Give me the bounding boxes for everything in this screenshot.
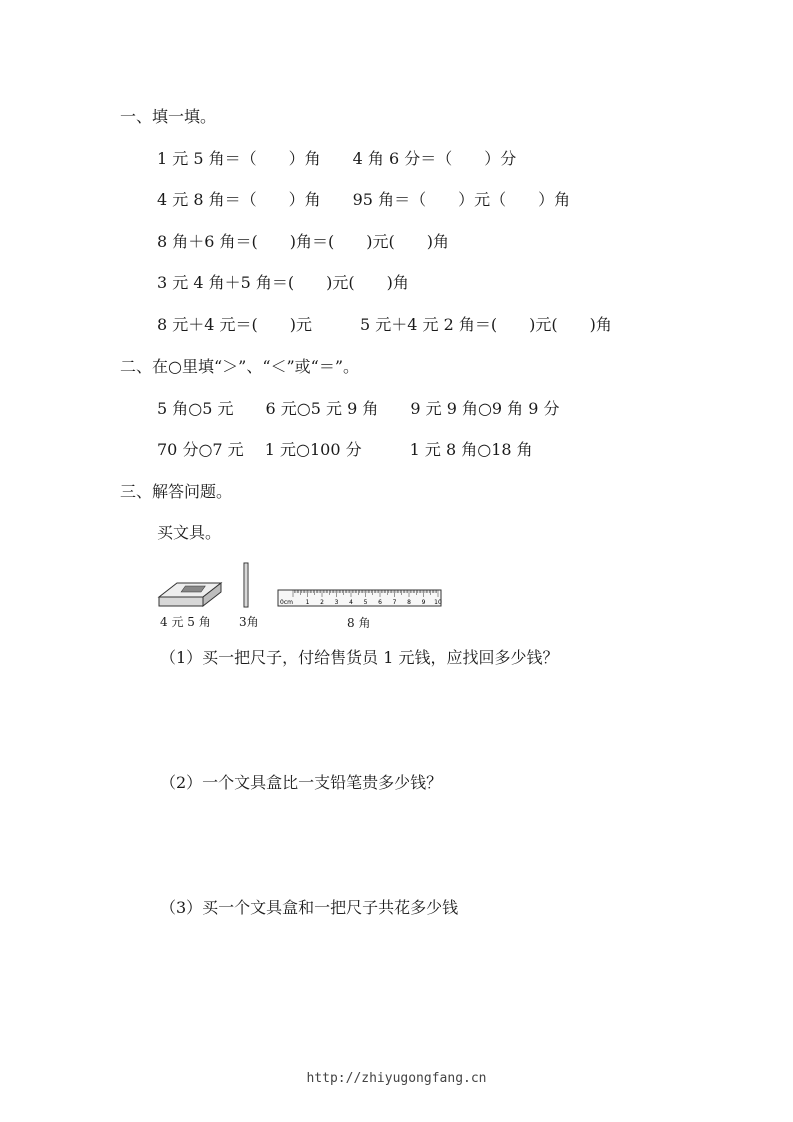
ruler-unit-label: 0cm — [280, 599, 293, 606]
pencil-box-image — [157, 575, 223, 609]
fill-line-3: 8 角＋6 角＝( )角＝( )元( )角 — [157, 232, 449, 251]
question-1: （1）买一把尺子，付给售货员 1 元钱，应找回多少钱？ — [160, 648, 559, 667]
ruler-tick-label: 4 — [349, 599, 353, 606]
ruler-tick-label: 9 — [421, 599, 426, 606]
section3-title: 三、解答问题。 — [120, 482, 233, 501]
section1-title: 一、填一填。 — [120, 107, 217, 126]
section3-subtitle: 买文具。 — [157, 523, 222, 542]
footer-url[interactable]: http://zhiyugongfang.cn — [306, 1071, 487, 1086]
ruler-tick-label: 7 — [392, 599, 397, 606]
fill-line-1: 1 元 5 角＝（ ）角 4 角 6 分＝（ ）分 — [157, 149, 517, 168]
question-3: （3）买一个文具盒和一把尺子共花多少钱 — [160, 898, 459, 917]
ruler-tick-label: 3 — [334, 599, 339, 606]
ruler-price: 8 角 — [347, 616, 371, 630]
ruler-tick-label: 10 — [434, 599, 442, 606]
ruler-tick-label: 8 — [407, 599, 411, 606]
section2-title: 二、在○里填“＞”、“＜”或“＝”。 — [120, 357, 360, 376]
fill-line-4: 3 元 4 角＋5 角＝( )元( )角 — [157, 273, 409, 292]
question-2: （2）一个文具盒比一支铅笔贵多少钱？ — [160, 773, 443, 792]
ruler-tick-label: 2 — [320, 599, 324, 606]
pencil-box-price: 4 元 5 角 — [160, 615, 211, 629]
compare-line-2: 70 分○7 元 1 元○100 分 1 元 8 角○18 角 — [157, 440, 533, 459]
ruler-tick-label: 6 — [378, 599, 382, 606]
fill-line-2: 4 元 8 角＝（ ）角 95 角＝（ ）元（ ）角 — [157, 190, 571, 209]
ruler-tick-label: 5 — [363, 599, 368, 606]
compare-line-1: 5 角○5 元 6 元○5 元 9 角 9 元 9 角○9 角 9 分 — [157, 399, 560, 418]
ruler-tick-label: 1 — [305, 599, 310, 606]
pencil-image — [241, 562, 251, 609]
fill-line-5: 8 元＋4 元＝( )元 5 元＋4 元 2 角＝( )元( )角 — [157, 315, 612, 334]
pencil-price: 3角 — [239, 615, 259, 629]
ruler-image — [277, 589, 443, 609]
